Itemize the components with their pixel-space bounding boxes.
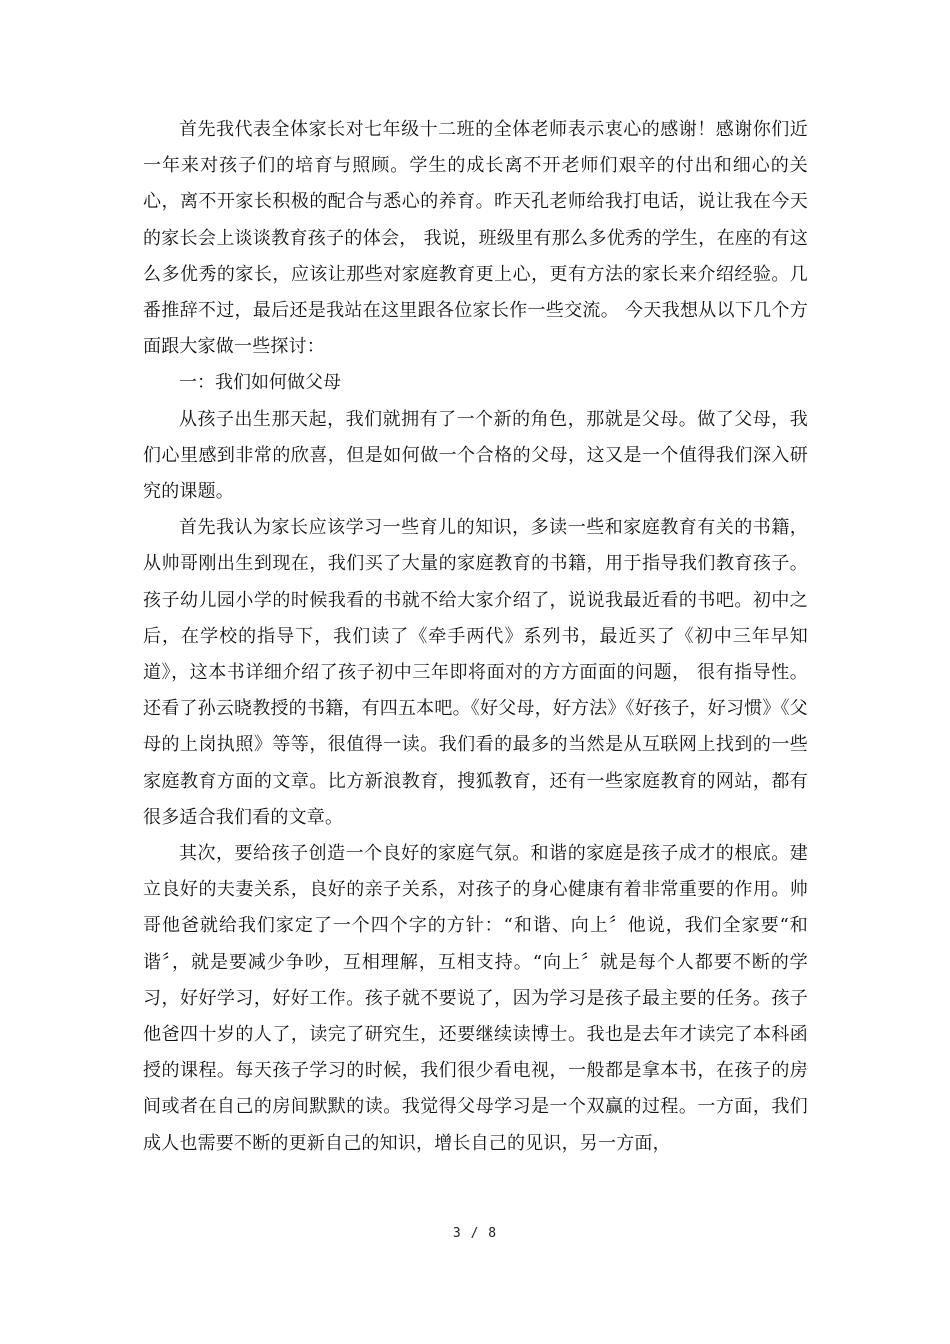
body-paragraph-3: 其次，要给孩子创造一个良好的家庭气氛。和谐的家庭是孩子成才的根底。建立良好的夫妻关系，良好的亲子关系，对孩子的身心健康有着非常重要的作用。帅哥他爸就给我们家定了一个四个字的方针：“和谐、向上〞他说，我们全家要“和谐〞，就是要减少争吵，互相理解，互相支持。“向上〞就是每个人都要不断的学习，好好学习，好好工作。孩子就不要说了，因为学习是孩子最主要的任务。孩子他爸四十岁的人了，读完了研究生，还要继续读博士。我也是去年才读完了本科函授的课程。每天孩子学习的时候，我们很少看电视，一般都是拿本书，在孩子的房间或者在自己的房间默默的读。我觉得父母学习是一个双赢的过程。一方面，我们成人也需要不断的更新自己的知识，增长自己的见识，另一方面，	[143, 843, 808, 1154]
section-heading: 一：我们如何做父母	[179, 372, 341, 394]
page-number: 3 / 8	[452, 1226, 498, 1241]
body-paragraph-1: 从孩子出生那天起，我们就拥有了一个新的角色，那就是父母。做了父母，我们心里感到非常的欣喜，但是如何做一个合格的父母，这又是一个值得我们深入研究的课题。	[143, 408, 808, 503]
document-body	[143, 112, 808, 1162]
intro-paragraph: 首先我代表全体家长对七年级十二班的全体老师表示衷心的感谢！感谢你们近一年来对孩子们的培育与照顾。学生的成长离不开老师们艰辛的付出和细心的关心，离不开家长积极的配合与悉心的养育。昨天孔老师给我打电话，说让我在今天的家长会上谈谈教育孩子的体会， 我说，班级里有那么多优秀的学生，在座的有这么多优秀的家长，应该让那些对家庭教育更上心，更有方法的家长来介绍经验。几番推辞不过，最后还是我站在这里跟各位家长作一些交流。 今天我想从以下几个方面跟大家做一些探讨：	[143, 119, 808, 358]
body-paragraph-2: 首先我认为家长应该学习一些育儿的知识，多读一些和家庭教育有关的书籍，从帅哥刚出生到现在，我们买了大量的家庭教育的书籍，用于指导我们教育孩子。孩子幼儿园小学的时候我看的书就不给大家介绍了，说说我最近看的书吧。初中之后，在学校的指导下，我们读了《牵手两代》系列书，最近买了《初中三年早知道》，这本书详细介绍了孩子初中三年即将面对的方方面面的问题， 很有指导性。还看了孙云晓教授的书籍，有四五本吧。《好父母，好方法》《好孩子，好习惯》《父母的上岗执照》等等，很值得一读。我们看的最多的当然是从互联网上找到的一些家庭教育方面的文章。比方新浪教育，搜狐教育，还有一些家庭教育的网站，都有很多适合我们看的文章。	[143, 517, 808, 828]
